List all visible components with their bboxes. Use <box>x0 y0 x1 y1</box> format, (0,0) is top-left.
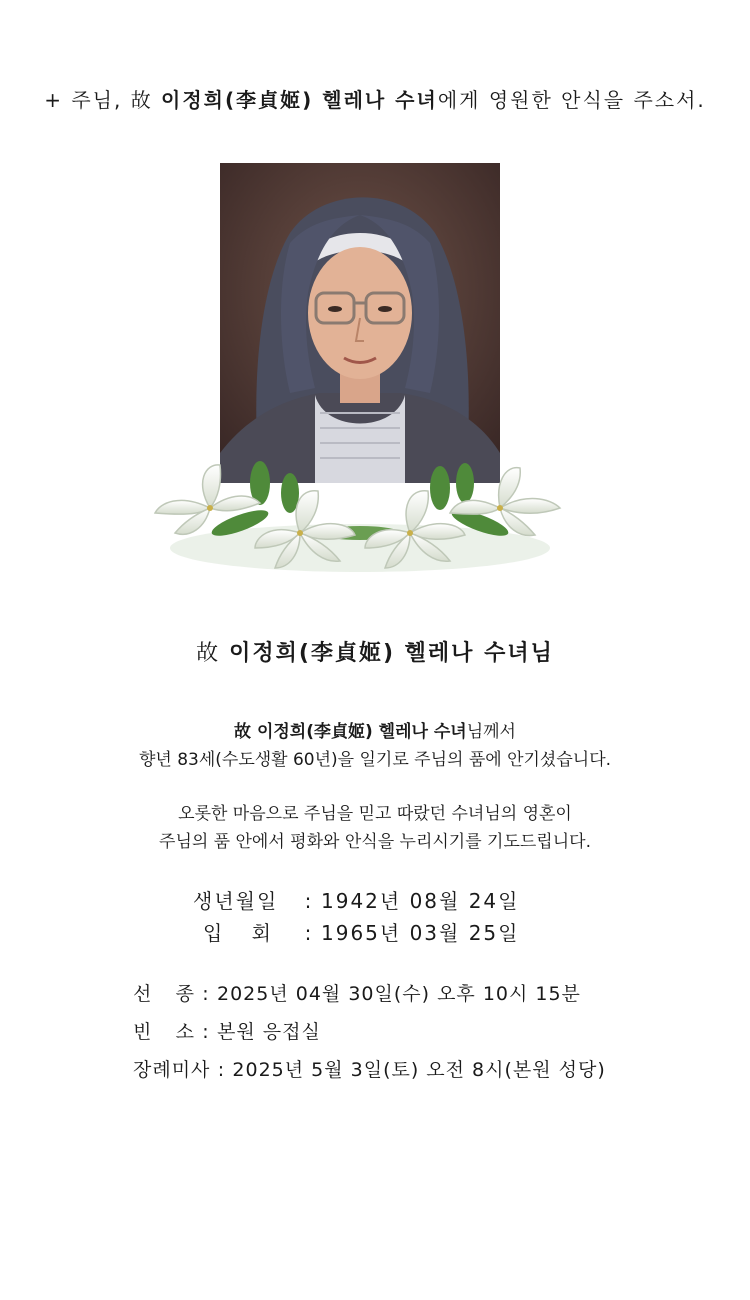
announcement-suffix: 님께서 <box>466 722 516 742</box>
mortuary-value: 본원 응접실 <box>217 1021 321 1043</box>
prayer-text-line-1: 오롯한 마음으로 주님을 믿고 따랐던 수녀님의 영혼이 <box>178 804 572 824</box>
announcement-name: 이정희(李貞姬) 헬레나 수녀 <box>256 722 467 742</box>
death-row <box>133 975 606 1013</box>
birth-label: 생년월일 <box>193 889 279 913</box>
deceased-name-title <box>0 636 750 667</box>
title-prefix: 故 <box>196 641 230 666</box>
entry-row <box>193 917 519 949</box>
entry-value: 1965년 03월 25일 <box>321 921 520 945</box>
funeral-value: 2025년 5월 3일(토) 오전 8시(본원 성당) <box>232 1059 606 1081</box>
prayer-text-line-2: 주님의 품 안에서 평화와 안식을 누리시기를 기도드립니다. <box>159 832 591 852</box>
birth-row <box>193 885 519 917</box>
funeral-separator: : <box>217 1059 226 1081</box>
funeral-info-block <box>133 975 606 1089</box>
dates-block <box>193 885 519 949</box>
prayer-heading <box>0 84 750 113</box>
portrait-photo <box>220 163 500 483</box>
mortuary-separator: : <box>202 1021 210 1043</box>
funeral-label: 장례미사 <box>133 1059 211 1081</box>
death-value: 2025년 04월 30일(수) 오후 10시 15분 <box>217 983 581 1005</box>
prayer-prefix: + 주님, 故 <box>44 88 162 112</box>
nun-portrait-icon <box>220 163 500 483</box>
death-label: 선 종 <box>133 983 195 1005</box>
birth-separator: : <box>304 889 314 913</box>
prayer-name: 이정희(李貞姬) 헬레나 수녀 <box>161 88 438 112</box>
lily-flowers-icon <box>150 453 570 583</box>
funeral-mass-row <box>133 1051 606 1089</box>
memorial-portrait <box>150 163 570 583</box>
announcement-prefix: 故 <box>234 722 257 742</box>
death-separator: : <box>202 983 210 1005</box>
announcement-line-1 <box>0 718 750 746</box>
birth-value: 1942년 08월 24일 <box>321 889 520 913</box>
announcement-text <box>0 718 750 774</box>
announcement-line-2: 향년 83세(수도생활 60년)을 일기로 주님의 품에 안기셨습니다. <box>138 750 612 770</box>
entry-separator: : <box>304 921 314 945</box>
entry-label: 입 회 <box>203 921 273 945</box>
prayer-text <box>0 800 750 856</box>
title-name: 이정희(李貞姬) 헬레나 수녀님 <box>229 641 554 666</box>
mortuary-row <box>133 1013 606 1051</box>
mortuary-label: 빈 소 <box>133 1021 195 1043</box>
prayer-suffix: 에게 영원한 안식을 주소서. <box>437 88 706 112</box>
